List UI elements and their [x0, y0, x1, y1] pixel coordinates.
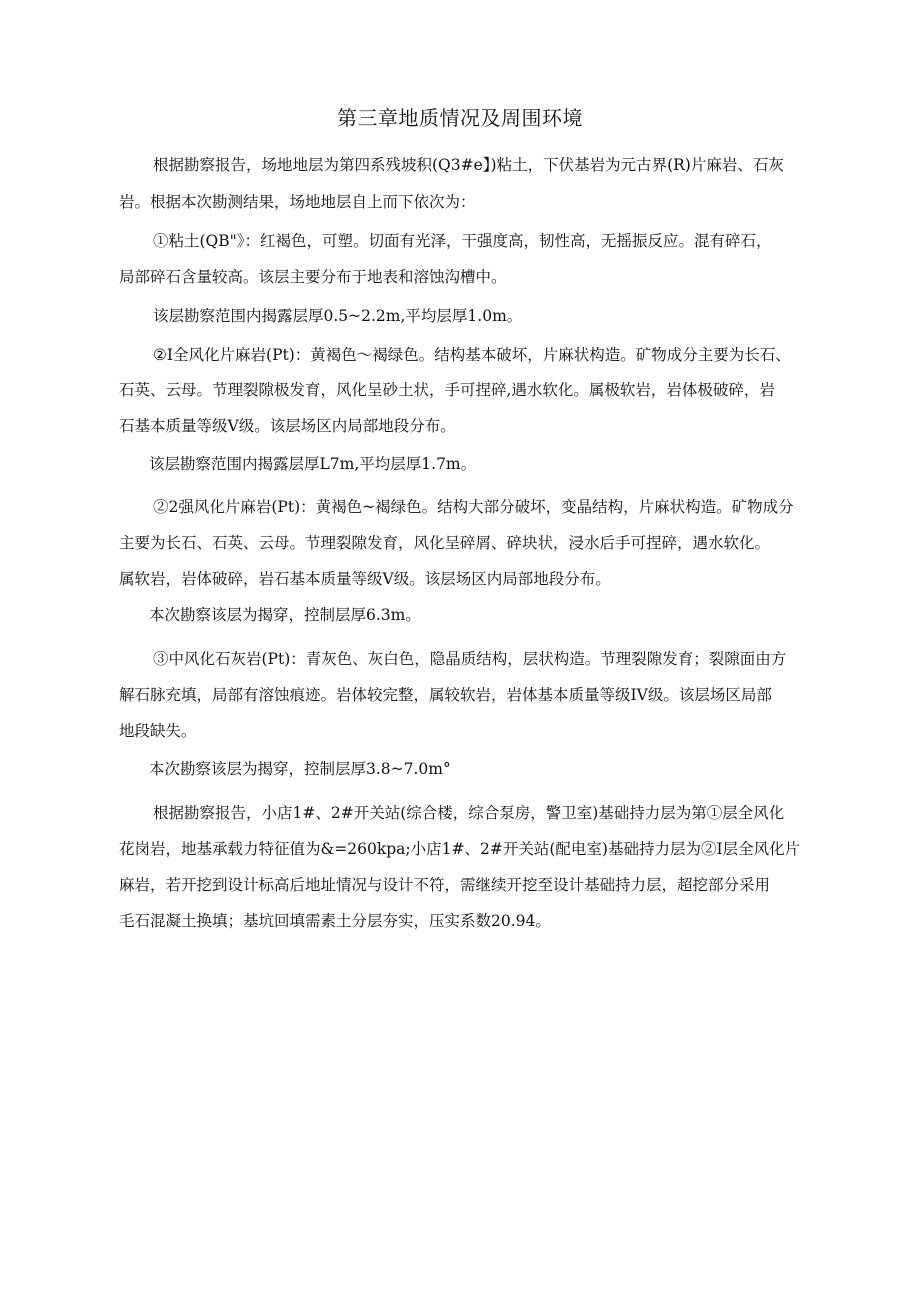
chapter-title: 第三章地质情况及周围环境 [337, 106, 583, 130]
paragraph-line: 根据勘察报告，场地地层为第四系残坡积(Q3#e】)粘土，下伏基岩为元古界(R)片麻岩、石灰 [153, 156, 784, 174]
paragraph-line: ③中风化石灰岩(Pt)：青灰色、灰白色，隐晶质结构，层状构造。节理裂隙发育；裂隙面由方 [153, 650, 787, 668]
paragraph-line: 该层勘察范围内揭露层厚L7m,平均层厚1.7m。 [149, 455, 477, 473]
paragraph-line: 花岗岩，地基承载力特征值为&=260kpa;小店1#、2#开关站(配电室)基础持力层为②I层全风化片 [119, 840, 801, 858]
paragraph-line: 岩。根据本次勘测结果，场地地层自上而下依次为： [119, 193, 476, 211]
paragraph-line: 地段缺失。 [119, 722, 197, 740]
paragraph-line: ②I全风化片麻岩(Pt)：黄褐色～褐绿色。结构基本破坏，片麻状构造。矿物成分主要为长石、 [153, 346, 791, 364]
paragraph-line: 根据勘察报告，小店1#、2#开关站(综合楼，综合泵房，警卫室)基础持力层为第①层全风化 [153, 804, 785, 822]
paragraph-line: ①粘土(QB"》：红褐色，可塑。切面有光泽，干强度高，韧性高，无摇振反应。混有碎石， [153, 232, 772, 250]
paragraph-line: 毛石混凝土换填；基坑回填需素土分层夯实，压实系数20.94。 [119, 912, 551, 930]
paragraph-line: 该层勘察范围内揭露层厚0.5~2.2m,平均层厚1.0m。 [153, 307, 523, 325]
paragraph-line: ②2强风化片麻岩(Pt)：黄褐色~褐绿色。结构大部分破坏，变晶结构，片麻状构造。矿物成分 [153, 498, 794, 516]
paragraph-line: 石基本质量等级V级。该层场区内局部地段分布。 [119, 417, 456, 435]
paragraph-line: 局部碎石含量较高。该层主要分布于地表和溶蚀沟槽中。 [119, 268, 507, 286]
paragraph-line: 属软岩，岩体破碎，岩石基本质量等级V级。该层场区内局部地段分布。 [119, 570, 611, 588]
paragraph-line: 本次勘察该层为揭穿，控制层厚3.8~7.0m° [149, 760, 451, 778]
paragraph-line: 解石脉充填，局部有溶蚀痕迹。岩体较完整，属较软岩，岩体基本质量等级IV级。该层场区局部 [119, 686, 772, 704]
paragraph-line: 麻岩，若开挖到设计标高后地址情况与设计不符，需继续开挖至设计基础持力层，超挖部分采用 [119, 876, 771, 894]
paragraph-line: 本次勘察该层为揭穿，控制层厚6.3m。 [149, 606, 421, 624]
paragraph-line: 石英、云母。节理裂隙极发育，风化呈砂土状，手可捏碎,遇水软化。属极软岩，岩体极破碎，岩 [119, 381, 775, 399]
paragraph-line: 主要为长石、石英、云母。节理裂隙发育，风化呈碎屑、碎块状，浸水后手可捏碎，遇水软化。 [119, 534, 771, 552]
